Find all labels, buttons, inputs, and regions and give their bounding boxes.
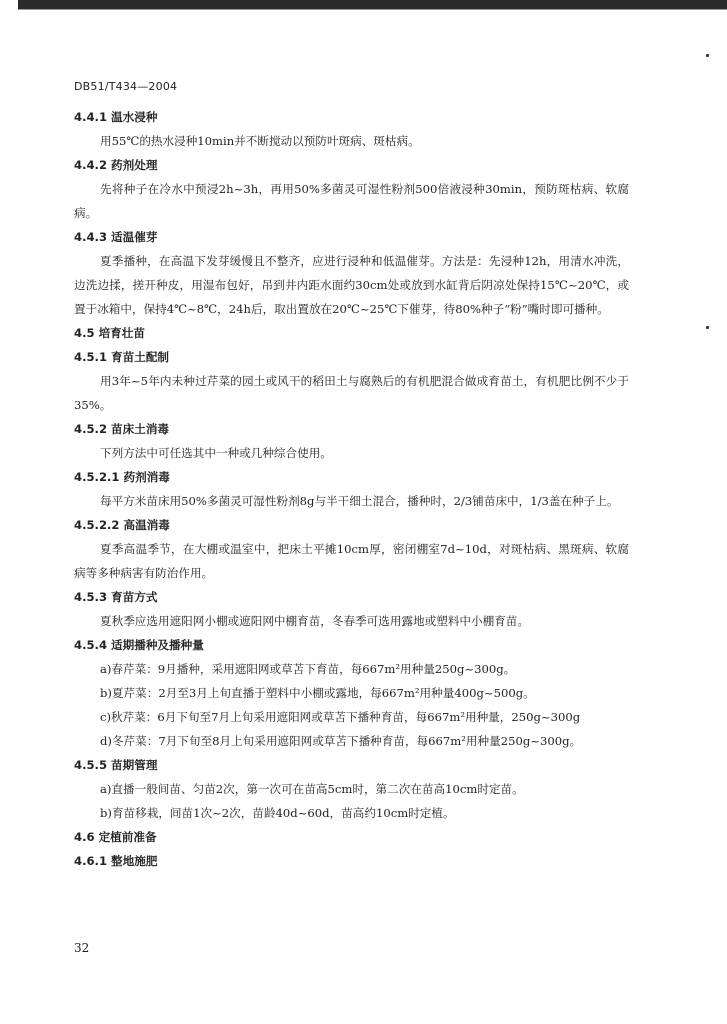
section-paragraph: c)秋芹菜：6月下旬至7月上旬采用遮阳网或草苫下播种育苗，每667m²用种量，250g~300g: [100, 710, 581, 724]
section-paragraph: 夏季高温季节，在大棚或温室中，把床土平摊10cm厚，密闭棚室7d~10d，对斑枯病、黑斑病、软腐病等多种病害有防治作用。: [74, 542, 629, 580]
section-heading: 4.5.4 适期播种及播种量: [74, 638, 204, 652]
document-code: DB51/T434—2004: [74, 80, 178, 93]
section-paragraph: 用3年~5年内未种过芹菜的园土或风干的稻田土与腐熟后的有机肥混合做成育苗土，有机肥比例不少于35%。: [74, 374, 629, 412]
section-paragraph: b)夏芹菜：2月至3月上旬直播于塑料中小棚或露地，每667m²用种量400g~500g。: [100, 686, 535, 700]
section-heading: 4.4.3 适温催芽: [74, 230, 158, 244]
section-heading: 4.5.2.1 药剂消毒: [74, 470, 170, 484]
scan-speck: [706, 54, 709, 57]
section-heading: 4.5.2.2 高温消毒: [74, 518, 170, 532]
section-paragraph: 每平方米苗床用50%多菌灵可湿性粉剂8g与半干细土混合，播种时，2/3铺苗床中，1/3盖在种子上。: [100, 494, 619, 508]
section-heading: 4.5.5 苗期管理: [74, 758, 158, 772]
section-paragraph: 先将种子在冷水中预浸2h~3h，再用50%多菌灵可湿性粉剂500倍液浸种30min，预防斑枯病、软腐病。: [74, 182, 629, 220]
document-body: [74, 105, 629, 873]
section-paragraph: 下列方法中可任选其中一种或几种综合使用。: [100, 446, 332, 460]
scan-top-border: [18, 0, 727, 9]
section-heading: 4.5.2 苗床土消毒: [74, 422, 170, 436]
section-paragraph: 用55℃的热水浸种10min并不断搅动以预防叶斑病、斑枯病。: [100, 134, 420, 148]
section-paragraph: d)冬芹菜：7月下旬至8月上旬采用遮阳网或草苫下播种育苗，每667m²用种量250g~300g。: [100, 734, 582, 748]
section-paragraph: b)育苗移栽，间苗1次~2次，苗龄40d~60d，苗高约10cm时定植。: [100, 806, 455, 820]
scan-top-border-shadow: [18, 9, 727, 10]
section-paragraph: 夏季播种，在高温下发芽缓慢且不整齐，应进行浸种和低温催芽。方法是：先浸种12h，用清水冲洗，边洗边揉，搓开种皮，用湿布包好，吊到井内距水面约30cm处或放到水缸背后阴凉处保持15℃~20℃，或置于冰箱中，保持4℃~8℃，24h后，取出置放在20℃~25℃下催芽，待80%种子“粉”嘴时即可播种。: [74, 254, 629, 316]
section-heading: 4.5.3 育苗方式: [74, 590, 158, 604]
section-heading: 4.4.1 温水浸种: [74, 110, 158, 124]
section-paragraph: 夏秋季应选用遮阳网小棚或遮阳网中棚育苗，冬春季可选用露地或塑料中小棚育苗。: [100, 614, 529, 628]
section-heading: 4.4.2 药剂处理: [74, 158, 158, 172]
section-heading: 4.6 定植前准备: [74, 830, 157, 844]
section-heading: 4.6.1 整地施肥: [74, 854, 158, 868]
section-heading: 4.5 培育壮苗: [74, 326, 145, 340]
page-number: 32: [74, 941, 90, 955]
section-heading: 4.5.1 育苗土配制: [74, 350, 170, 364]
section-paragraph: a)直播一般间苗、匀苗2次，第一次可在苗高5cm时，第二次在苗高10cm时定苗。: [100, 782, 524, 796]
section-paragraph: a)春芹菜：9月播种，采用遮阳网或草苫下育苗，每667m²用种量250g~300g。: [100, 662, 516, 676]
scan-speck: [706, 326, 709, 329]
